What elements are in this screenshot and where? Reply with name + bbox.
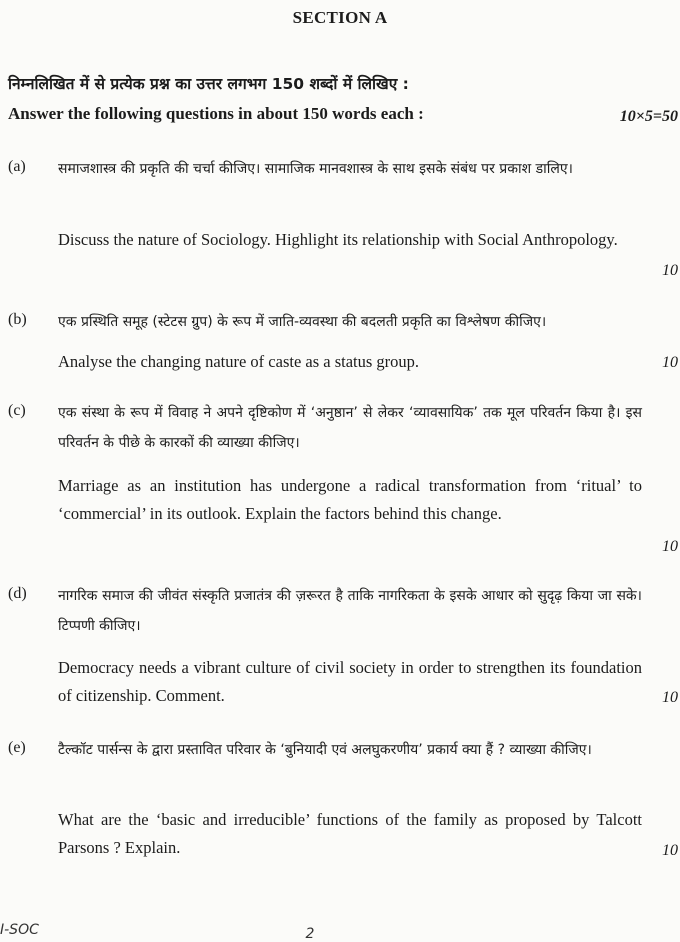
question-e-marks: 10 xyxy=(662,842,678,859)
instruction-marks: 10×5=50 xyxy=(619,108,678,125)
question-c-hindi: एक संस्था के रूप में विवाह ने अपने दृष्टिकोण में ‘अनुष्ठान’ से लेकर ‘व्यावसायिक’ तक मूल परिवर्तन किया है। इस परिवर्तन के पीछे के कारकों की व्याख्या कीजिए। xyxy=(58,405,642,451)
question-a-marks: 10 xyxy=(662,262,678,279)
question-label-d: (d) xyxy=(8,585,27,602)
question-c-marks: 10 xyxy=(662,538,678,555)
question-e-hindi: टैल्कॉट पार्सन्स के द्वारा प्रस्तावित परिवार के ‘बुनियादी एवं अलघुकरणीय’ प्रकार्य क्या हैं ? व्याख्या कीजिए। xyxy=(58,742,592,758)
question-a-english: Discuss the nature of Sociology. Highlight its relationship with Social Anthropology. xyxy=(58,230,618,249)
page-number: 2 xyxy=(305,926,315,942)
question-label-e: (e) xyxy=(8,739,26,756)
paper-code: I-SOC xyxy=(0,922,39,938)
question-label-a: (a) xyxy=(8,158,26,175)
question-d-hindi: नागरिक समाज की जीवंत संस्कृति प्रजातंत्र की ज़रूरत है ताकि नागरिकता के इसके आधार को सुदृढ़ किया जा सके। टिप्पणी कीजिए। xyxy=(58,588,642,634)
question-d-english: Democracy needs a vibrant culture of civil society in order to strengthen its foundation of citizenship. Comment. xyxy=(58,658,642,705)
question-a-hindi: समाजशास्त्र की प्रकृति की चर्चा कीजिए। सामाजिक मानवशास्त्र के साथ इसके संबंध पर प्रकाश डालिए। xyxy=(58,161,573,177)
question-c-english: Marriage as an institution has undergone a radical transformation from ‘ritual’ to ‘commercial’ in its outlook. Explain the factors behind this change. xyxy=(58,476,642,523)
question-b-english: Analyse the changing nature of caste as a status group. xyxy=(58,352,420,371)
question-label-c: (c) xyxy=(8,402,26,419)
question-label-b: (b) xyxy=(8,311,27,328)
question-d-marks: 10 xyxy=(662,689,678,706)
question-b-marks: 10 xyxy=(662,354,678,371)
section-title: SECTION A xyxy=(292,8,388,27)
instruction-hindi: निम्नलिखित में से प्रत्येक प्रश्न का उत्तर लगभग 150 शब्दों में लिखिए : xyxy=(8,75,409,93)
question-b-hindi: एक प्रस्थिति समूह (स्टेटस ग्रुप) के रूप में जाति-व्यवस्था की बदलती प्रकृति का विश्लेषण कीजिए। xyxy=(58,314,547,330)
instruction-english: Answer the following questions in about 150 words each : xyxy=(8,104,424,123)
question-e-english: What are the ‘basic and irreducible’ functions of the family as proposed by Talcott Parsons ? Explain. xyxy=(58,810,642,857)
